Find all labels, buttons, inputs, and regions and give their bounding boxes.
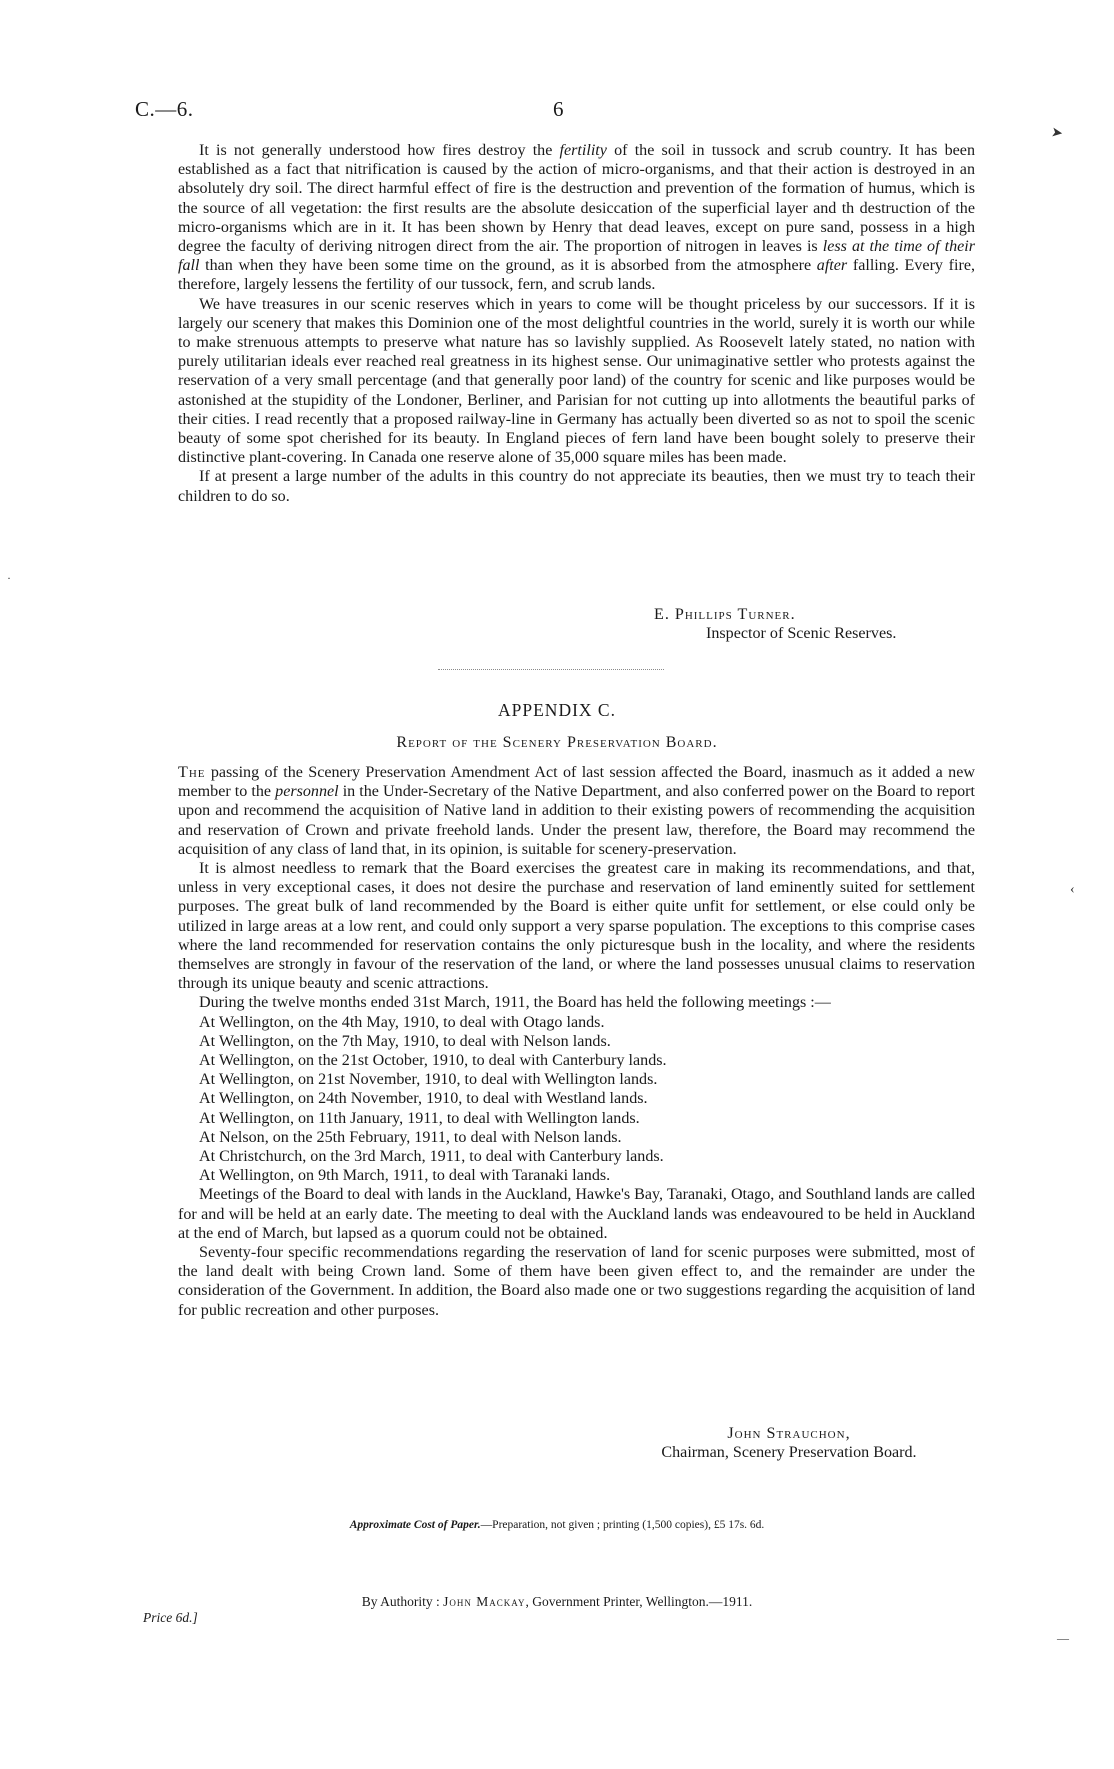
paragraph: Meetings of the Board to deal with lands in the Auckland, Hawke's Bay, Taranaki, Otago, and Southland lands are called for and will be held at an early date. The meeting to deal with the Auckland lands was endeavoured to be held in Auckland at the end of March, but lapsed as a quorum could not be obtained. <box>178 1186 975 1242</box>
list-item: At Wellington, on 11th January, 1911, to deal with Wellington lands. <box>199 1109 640 1127</box>
section-divider <box>438 669 664 670</box>
paragraph: Seventy-four specific recommendations regarding the reservation of land for scenic purposes were submitted, most of the land dealt with being Crown land. Some of them have been given effect to, and the remainder are under the consideration of the Government. In addition, the Board also made one or two suggestions regarding the acquisition of land for public recreation and other purposes. <box>178 1244 975 1319</box>
signatory-name: E. Phillips Turner. <box>654 606 796 623</box>
paragraph: During the twelve months ended 31st March, 1911, the Board has held the following meetings :— <box>199 994 831 1012</box>
paragraph: We have treasures in our scenic reserves which in years to come will be thought priceless by our successors. If it is largely our scenery that makes this Dominion one of the most delightful countries in the world, surely it is worth our while to make strenuous attempts to preserve what nature has so lavishly supplied. As Roosevelt lately stated, no nation with purely utilitarian ideals ever reached real greatness in its highest sense. Our unimaginative settler who protests against the reservation of a very small percentage (and that generally poor land) of the country for scenic and like purposes would be astonished at the stupidity of the Londoner, Berliner, and Parisian for not cutting up into allotments the beautiful parks of their cities. I read recently that a proposed railway-line in Germany has actually been diverted so as not to spoil the scenic beauty of some spot cherished for its beauty. In England pieces of fern land have been bought solely to preserve their distinctive plant-covering. In Canada one reserve alone of 35,000 square miles has been made. <box>178 295 975 467</box>
board-report <box>178 763 975 1320</box>
signature-inspector <box>654 605 954 644</box>
list-item: At Wellington, on 9th March, 1911, to deal with Taranaki lands. <box>199 1167 611 1185</box>
list-item: At Wellington, on the 21st October, 1910, to deal with Canterbury lands. <box>199 1052 667 1070</box>
cost-note: Approximate Cost of Paper.—Preparation, not given ; printing (1,500 copies), £5 17s. 6d. <box>349 1519 765 1531</box>
paragraph: If at present a large number of the adults in this country do not appreciate its beauties, then we must try to teach their children to do so. <box>178 468 975 505</box>
signatory-title: Inspector of Scenic Reserves. <box>706 625 897 643</box>
page-number: 6 <box>553 97 564 121</box>
paragraph: It is almost needless to remark that the Board exercises the greatest care in making its recommendations, and that, unless in very exceptional cases, it does not desire the purchase and reservation of land eminently suited for settlement purposes. The great bulk of land recommended by the Board is either quite unfit for settlement, or else could only be utilized in large areas at a low rent, and could only support a very sparse population. The exceptions to this comprise cases where the land recommended for reservation contains the only picturesque bush in the locality, and where the residents themselves are strongly in favour of the reservation of the land, or where the land possesses unusual claims to reservation through its unique beauty and scenic attractions. <box>178 860 975 993</box>
list-item: At Wellington, on the 4th May, 1910, to deal with Otago lands. <box>199 1013 605 1031</box>
list-item: At Wellington, on the 7th May, 1910, to deal with Nelson lands. <box>199 1032 611 1050</box>
margin-mark: · <box>7 571 11 585</box>
report-section-fires <box>178 141 975 506</box>
price-label: Price 6d.] <box>143 1610 198 1625</box>
appendix-title: APPENDIX C. <box>498 700 616 720</box>
list-item: At Wellington, on 21st November, 1910, to deal with Wellington lands. <box>199 1071 658 1089</box>
paragraph: The passing of the Scenery Preservation Amendment Act of last session affected the Board, inasmuch as it added a new member to the personnel in the Under-Secretary of the Native Department, and also conferred power on the Board to report upon and recommend the acquisition of Native land in addition to their existing powers of recommending the acquisition and reservation of Crown and private freehold lands. Under the present law, therefore, the Board may recommend the acquisition of any class of land that, in its opinion, is suitable for scenery-preservation. <box>178 764 975 858</box>
signature-chairman <box>624 1424 954 1463</box>
signatory-name: John Strauchon, <box>727 1425 851 1442</box>
paragraph: It is not generally understood how fires destroy the fertility of the soil in tussock and scrub country. It has been established as a fact that nitrification is caused by the action of micro-organisms, and that their action is destroyed in an absolutely dry soil. The direct harmful effect of fire is the destruction and prevention of the formation of humus, which is the source of all vegetation: the first results are the absolute desiccation of the superficial layer and th destruction of the micro-organisms which are in it. It has been shown by Henry that dead leaves, except on pure sand, possess in a high degree the faculty of deriving nitrogen direct from the air. The proportion of nitrogen in leaves is less at the time of their fall than when they have been some time on the ground, as it is absorbed from the atmosphere after falling. Every fire, therefore, largely lessens the fertility of our tussock, fern, and scrub lands. <box>178 142 976 294</box>
margin-mark: ‹ <box>1070 882 1075 897</box>
list-item: At Nelson, on the 25th February, 1911, to deal with Nelson lands. <box>199 1128 622 1146</box>
signatory-title: Chairman, Scenery Preservation Board. <box>661 1444 917 1462</box>
appendix-subtitle: Report of the Scenery Preservation Board. <box>396 734 718 751</box>
list-item: At Wellington, on 24th November, 1910, to deal with Westland lands. <box>199 1090 648 1108</box>
margin-mark: ➤ <box>1050 125 1064 142</box>
meetings-list <box>178 1013 975 1186</box>
margin-mark: — <box>1057 1631 1069 1645</box>
document-code: C.—6. <box>135 97 194 121</box>
list-item: At Christchurch, on the 3rd March, 1911, to deal with Canterbury lands. <box>199 1148 664 1166</box>
printer-imprint: By Authority : John Mackay, Government Printer, Wellington.—1911. <box>361 1594 753 1609</box>
